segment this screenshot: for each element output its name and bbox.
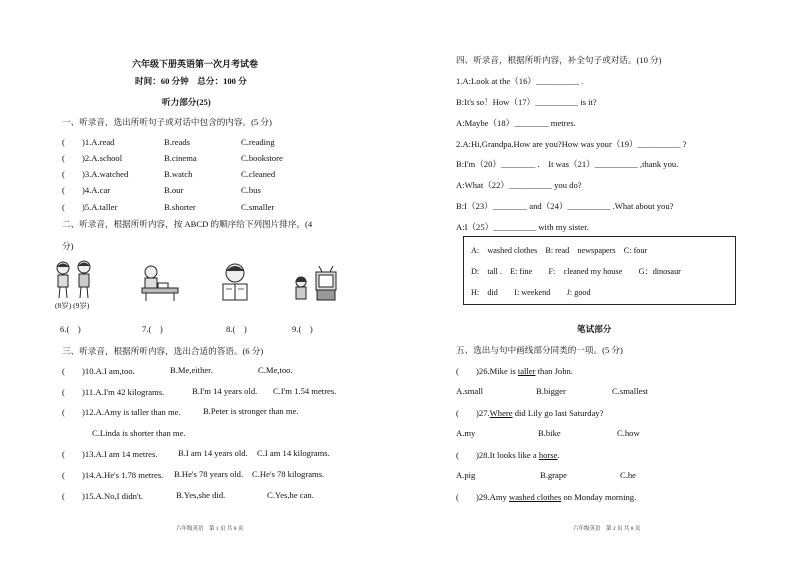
item-27-underlined: Where [489, 408, 513, 418]
item-28-opt-b: B.grape [540, 470, 567, 480]
right-page-footer: 六年级英语 第 2 页 共 8 页 [573, 526, 641, 532]
item-13-b: B.I am 14 years old. [178, 448, 248, 458]
item-2-a: )2.A.school [82, 153, 123, 163]
item-15-a: ( )15.A.No,I didn't. [62, 491, 144, 501]
item-14-b: B.He's 78 years old. [174, 469, 244, 479]
item-26-opt-a: A.small [456, 386, 483, 396]
written-section-title: 笔试部分 [577, 324, 612, 334]
item-14-a: ( )14.A.He's 1.78 metres. [62, 470, 164, 480]
item-11-b: B.I'm 14 years old. [192, 386, 258, 396]
item-2-c: C.bookstore [241, 153, 283, 163]
boy-with-book-picture [218, 262, 254, 304]
item-10-a: ( )10.A.I am,too. [62, 366, 135, 376]
item-28 [456, 449, 560, 461]
item-28-pre: ( )28.It looks like a [456, 450, 539, 460]
left-page-footer: 六年级英语 第 1 页 共 8 页 [176, 526, 244, 532]
item-15-c: C.Yes,he can. [267, 490, 314, 500]
item-2-b: B.cinema [164, 153, 197, 163]
word-bank-row-2: D: tall . E: fine F: cleaned my house G：dinosaur [471, 267, 681, 276]
item-3-a: )3.A.watched [82, 169, 129, 179]
item-27 [456, 407, 604, 419]
fill-line-3: A:Maybe（18）________ metres. [456, 118, 576, 128]
boy-reading-at-desk-picture [134, 264, 180, 302]
pic-answer-7[interactable]: 7.( ) [142, 324, 163, 334]
item-29 [456, 491, 636, 503]
item-26-pre: ( )26.Mike is [456, 366, 518, 376]
ages-caption: (8岁) (9岁) [55, 301, 90, 310]
item-4-b: B.our [164, 185, 184, 195]
item-4-c: C.bus [241, 185, 261, 195]
part2-heading-line2: 分) [62, 241, 74, 251]
item-12-b: B.Peter is stronger than me. [203, 406, 299, 416]
item-26 [456, 365, 573, 377]
item-4-bracket: ( [62, 185, 65, 195]
item-13-c: C.I am 14 kilograms. [257, 448, 330, 458]
fill-line-1: 1.A:Look at the（16）__________ . [456, 76, 584, 86]
item-27-post: did Lily go last Saturday? [512, 408, 604, 418]
item-3-bracket: ( [62, 169, 65, 179]
girl-watching-tv-picture [292, 266, 338, 304]
fill-line-7: B:I（23）________ and（24）__________ .What about you? [456, 201, 674, 211]
word-bank-row-3: H: did I: weekend J: good [471, 288, 591, 297]
item-11-a: ( )11.A.I'm 42 kilograms. [62, 387, 165, 397]
item-3-b: B.watch [164, 169, 193, 179]
item-10-b: B.Me,either. [170, 365, 213, 375]
part1-heading: 一、听录音，选出所听句子或对话中包含的内容。(5 分) [62, 117, 272, 127]
item-26-opt-c: C.smallest [612, 386, 649, 396]
listening-section-title: 听力部分(25) [162, 97, 211, 107]
item-28-opt-a: A.pig [456, 470, 476, 480]
item-4-a: )4.A.car [82, 185, 111, 195]
item-27-opt-b: B.bike [538, 428, 561, 438]
item-26-post: than John. [535, 366, 573, 376]
item-26-opt-b: B.bigger [536, 386, 566, 396]
item-5-c: C.smaller [241, 202, 275, 212]
part2-heading-line1: 二、听录音，根据所听内容，按 ABCD 的顺序给下列图片排序。(4 [62, 219, 313, 229]
pic-answer-9[interactable]: 9.( ) [292, 324, 313, 334]
fill-line-8: A:I（25）__________ with my sister. [456, 222, 589, 232]
part3-heading: 三、听录音，根据所听内容，选出合适的答语。(6 分) [62, 346, 264, 356]
item-12-a: ( )12.A.Amy is taller than me. [62, 407, 181, 417]
item-26-underlined: taller [517, 366, 536, 376]
word-bank-row-1: A: washed clothes B: read newspapers C: four [471, 246, 648, 255]
item-3-c: C.cleaned [241, 169, 276, 179]
item-13-a: ( )13.A.I am 14 metres. [62, 449, 158, 459]
exam-title: 六年级下册英语第一次月考试卷 [132, 59, 259, 69]
item-28-underlined: horse [538, 450, 558, 460]
item-27-opt-a: A.my [456, 428, 476, 438]
pic-answer-8[interactable]: 8.( ) [226, 324, 247, 334]
two-kids-picture [52, 260, 98, 302]
item-27-pre: ( )27. [456, 408, 490, 418]
pic-answer-6[interactable]: 6.( ) [60, 324, 81, 334]
item-1-b: B.reads [164, 137, 191, 147]
time-score-line: 时间：60 分钟 总分：100 分 [135, 76, 247, 86]
item-10-c: C.Me,too. [258, 365, 293, 375]
item-14-c: C.He's 78 kilograms. [252, 469, 325, 479]
item-12-c: C.Linda is shorter than me. [92, 428, 186, 438]
part5-heading: 五、选出与句中画线部分同类的一项。(5 分) [456, 345, 623, 355]
item-29-pre: ( )29.Amy [456, 492, 509, 502]
item-5-a: )5.A.taller [82, 202, 118, 212]
item-5-bracket: ( [62, 202, 65, 212]
fill-line-5: B:I'm（20）________ . It was（21）__________ ,thank you. [456, 159, 679, 169]
item-1-bracket: ( [62, 137, 65, 147]
fill-line-6: A:What（22）__________ you do? [456, 180, 582, 190]
item-28-post: . [557, 450, 560, 460]
item-11-c: C.I'm 1.54 metres. [273, 386, 337, 396]
item-1-c: C.reading [241, 137, 275, 147]
item-29-underlined: washed clothes [509, 492, 562, 502]
item-15-b: B.Yes,she did. [176, 490, 226, 500]
item-29-post: on Monday morning. [561, 492, 637, 502]
part4-heading: 四、听录音，根据所听内容，补全句子或对话。(10 分) [456, 55, 662, 65]
item-2-bracket: ( [62, 153, 65, 163]
item-28-opt-c: C.he [620, 470, 636, 480]
item-1-a: )1.A.read [82, 137, 115, 147]
item-5-b: B.shorter [164, 202, 196, 212]
item-27-opt-c: C.how [617, 428, 640, 438]
fill-line-2: B:It's so！How（17）__________ is it? [456, 97, 597, 107]
fill-line-4: 2.A:Hi,Grandpa.How are you?How was your（19）__________ ? [456, 139, 687, 149]
